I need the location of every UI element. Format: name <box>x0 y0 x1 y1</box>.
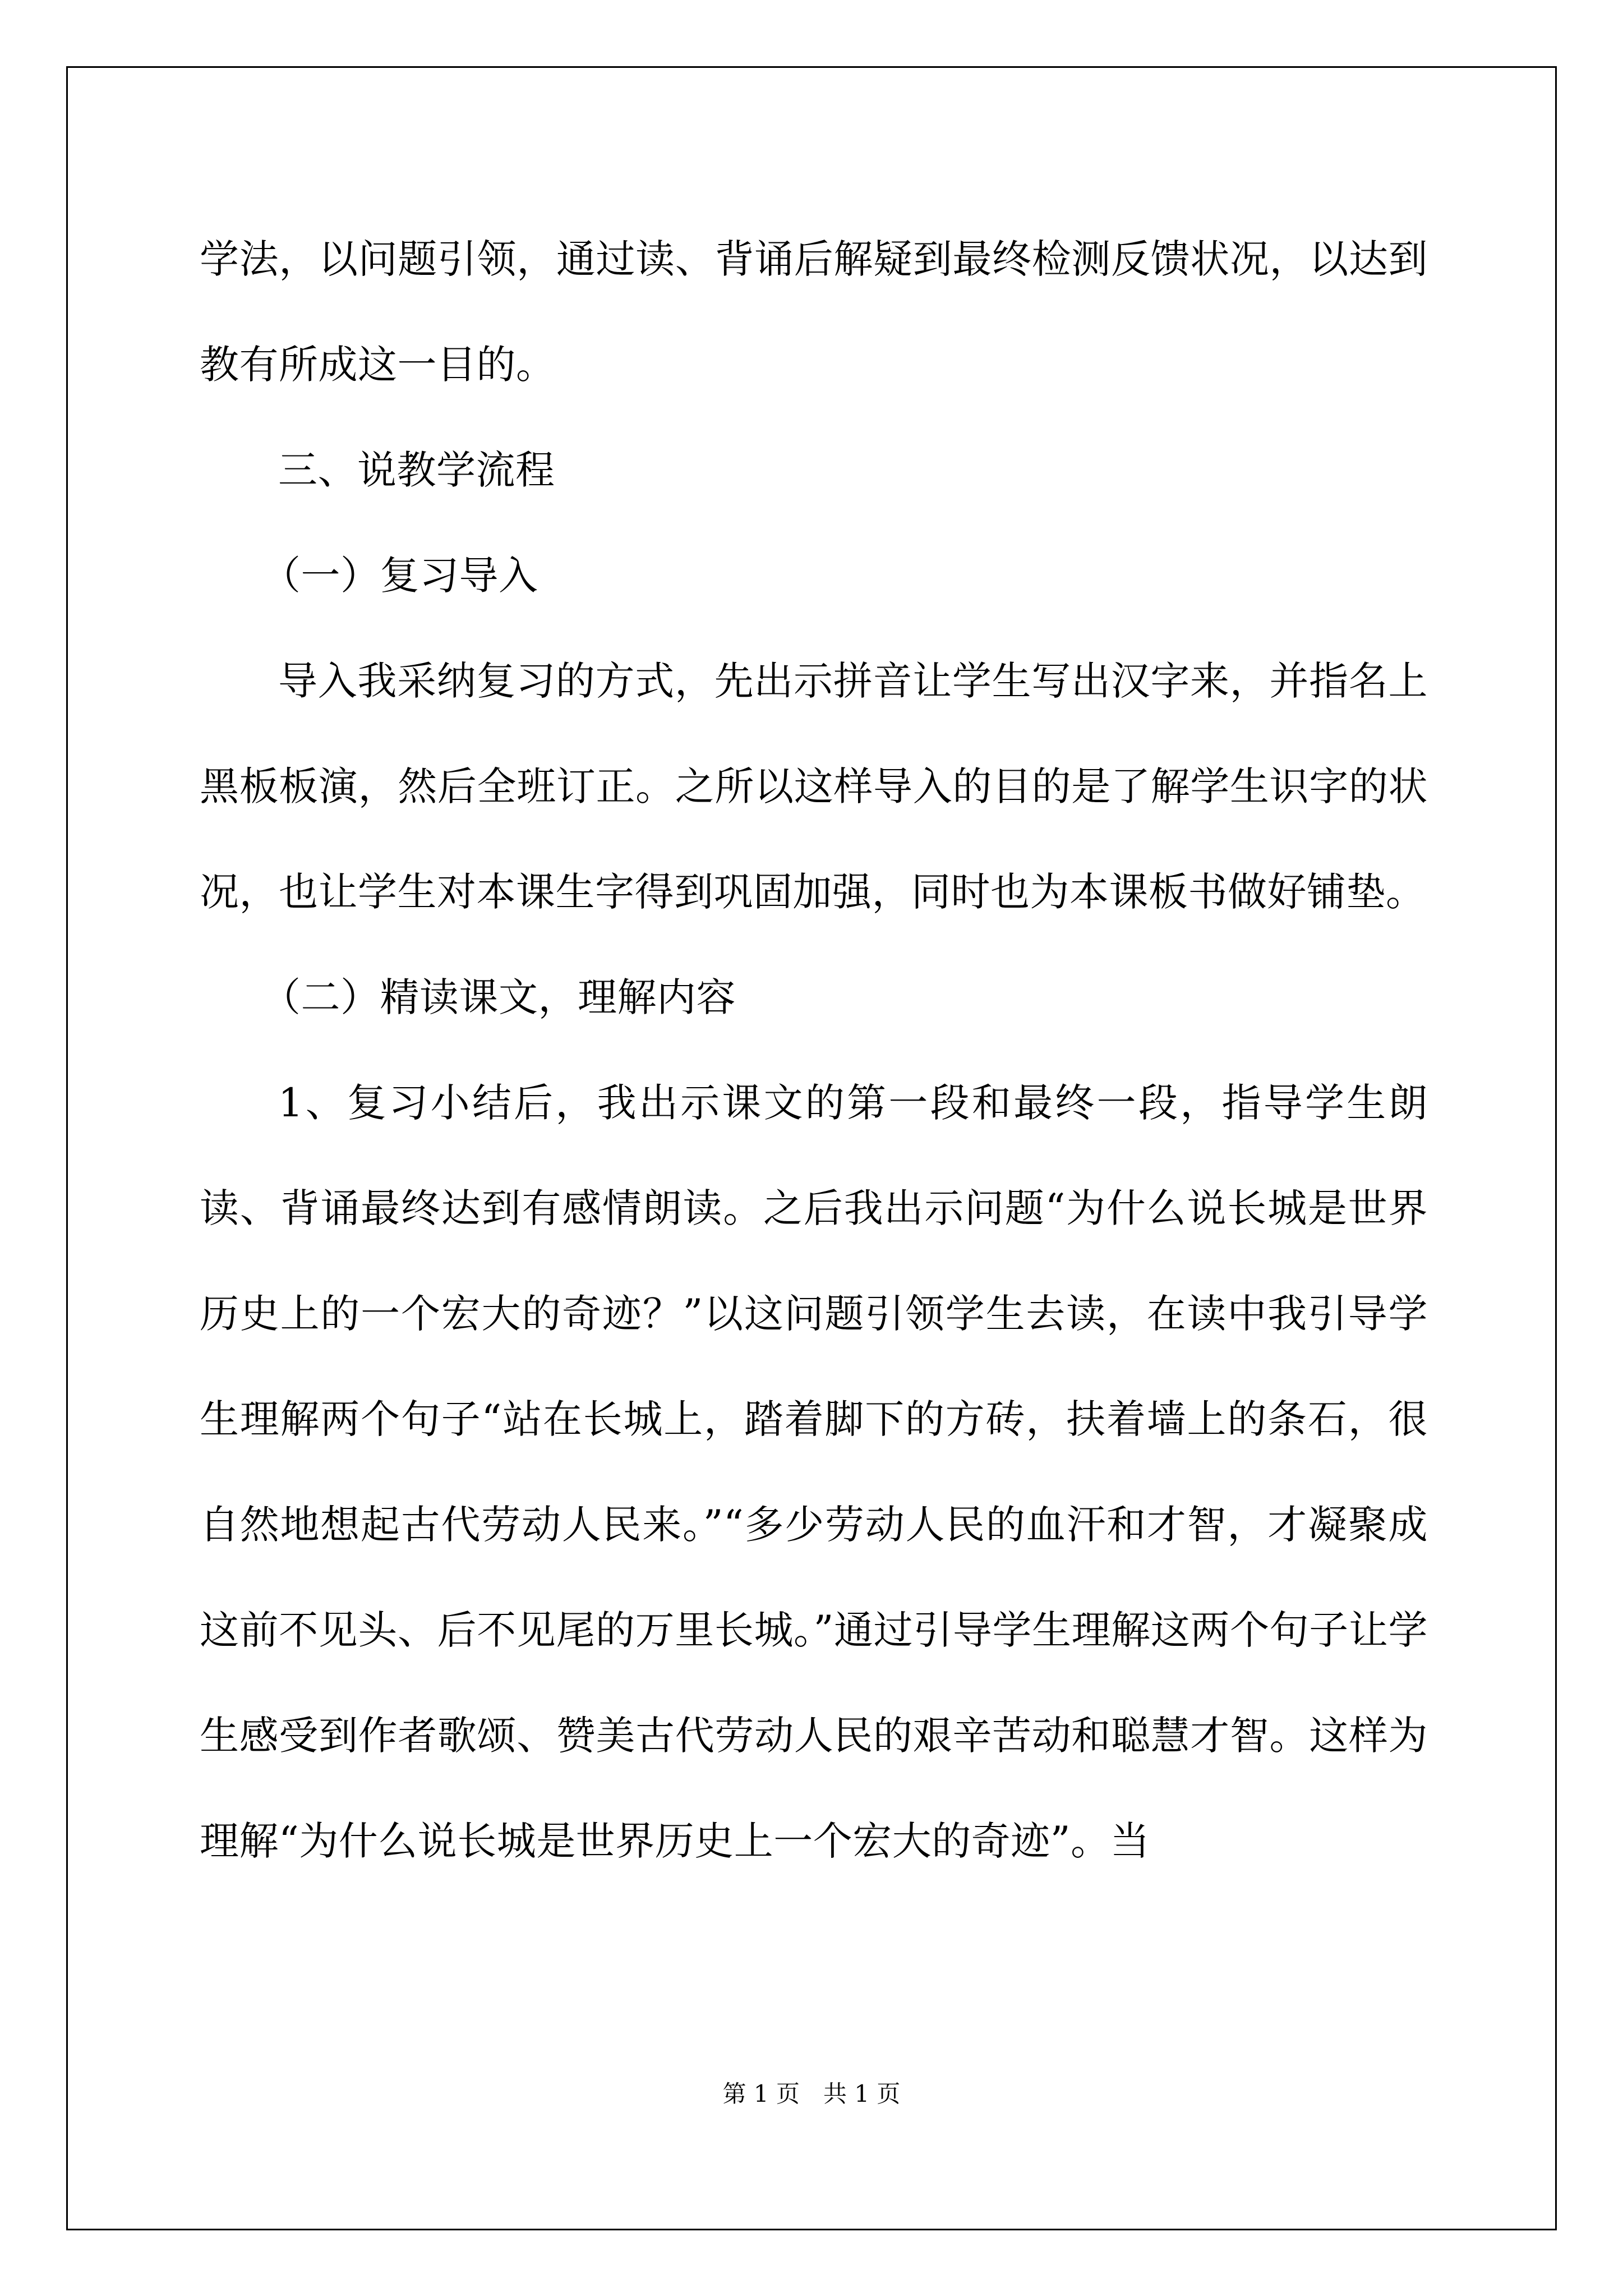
paragraph-review: 导入我采纳复习的方式，先出示拼音让学生写出汉字来，并指名上黑板板演，然后全班订正。之所以这样导入的目的是了解学生识字的状况，也让学生对本课生字得到巩固加强，同时也为本课板书做好铺垫。 <box>200 658 1428 915</box>
page-footer: 第 1 页 共 1 页 <box>722 2080 901 2108</box>
paragraph-continuation: 学法，以问题引领，通过读、背诵后解疑到最终检测反馈状况，以达到教有所成这一目的。 <box>200 236 1428 388</box>
section-heading: 三、说教学流程 <box>278 447 555 493</box>
subsection-heading-review: （一）复习导入 <box>261 553 538 599</box>
document-body <box>200 206 1428 1894</box>
subsection-heading-reading: （二）精读课文，理解内容 <box>261 974 736 1020</box>
paragraph-reading: 1、复习小结后，我出示课文的第一段和最终一段，指导学生朗读、背诵最终达到有感情朗读。之后我出示问题“为什么说长城是世界历史上的一个宏大的奇迹？”以这问题引领学生去读，在读中我引导学生理解两个句子“站在长城上，踏着脚下的方砖，扶着墙上的条石，很自然地想起古代劳动人民来。”“多少劳动人民的血汗和才智，才凝聚成这前不见头、后不见尾的万里长城。”通过引导学生理解这两个句子让学生感受到作者歌颂、赞美古代劳动人民的艰辛苦动和聪慧才智。这样为理解“为什么说长城是世界历史上一个宏大的奇迹”。当 <box>200 1080 1428 1864</box>
